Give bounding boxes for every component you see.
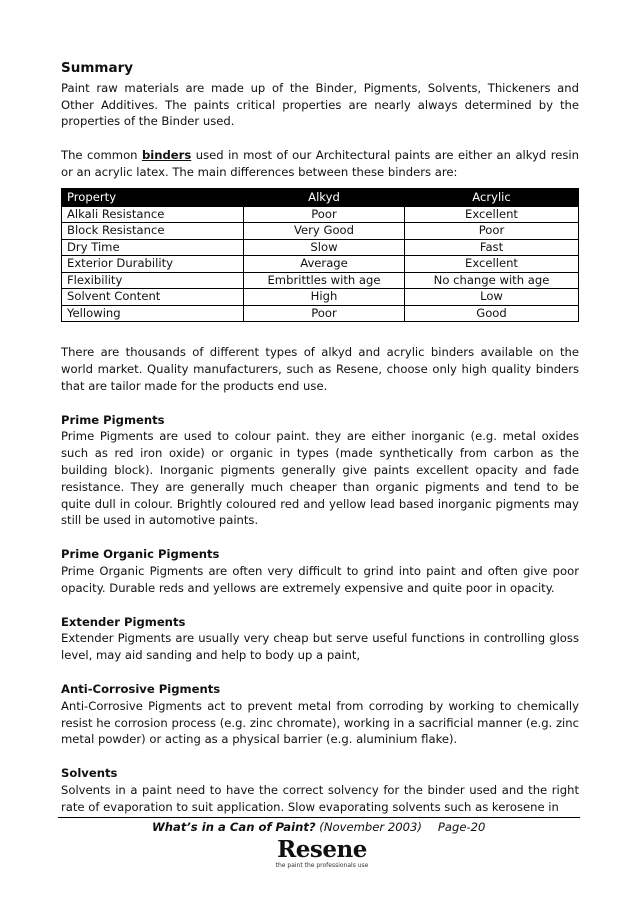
binders-term: binders [141,148,192,163]
cell-property: Alkali Resistance [62,206,244,223]
summary-heading: Summary [61,60,134,76]
section-heading: Prime Organic Pigments [61,547,220,562]
cell-property: Solvent Content [62,289,244,306]
summary-p2-pre: The common [61,148,142,163]
section-prime-pigments [61,412,579,530]
section-body: Anti-Corrosive Pigments act to prevent metal from corroding by working to chemically resist he corrosion process (e.g. zinc chromate), working in a sacrificial manner (e.g. zinc metal powder) or acting as a physical barrier (e.g. aluminium flake). [61,698,579,747]
section-heading: Prime Pigments [61,412,165,427]
summary-paragraph-1: Paint raw materials are made up of the Binder, Pigments, Solvents, Thickeners and Other Additives. The paints critical properties are nearly always determined by the properties of the Binder used. [61,80,579,129]
cell-property: Yellowing [62,305,244,322]
cell-acrylic: Poor [405,223,579,240]
cell-alkyd: Poor [244,206,405,223]
footer-page-number: Page-20 [437,820,486,834]
section-body: Prime Pigments are used to colour paint. they are either inorganic (e.g. metal oxides such as red iron oxide) or organic in types (made synthetically from carbon as the building block). Inorganic pigments generally give paints excellent opacity and fade resistance. They are generally much cheaper than organic pigments and tend to be quite dull in colour. Brightly coloured red and yellow lead based inorganic pigments may still be used in automotive paints. [61,429,579,528]
table-header-row [62,188,579,206]
header-alkyd: Alkyd [244,188,405,206]
section-heading: Extender Pigments [61,614,186,629]
cell-acrylic: No change with age [405,272,579,289]
section-anti-corrosive-pigments [61,681,579,748]
header-acrylic: Acrylic [405,188,579,206]
table-row [62,272,579,289]
cell-alkyd: High [244,289,405,306]
table-row [62,239,579,256]
footer-date: (November 2003) [315,820,422,834]
summary-paragraph-2 [61,147,579,181]
section-prime-organic-pigments [61,546,579,596]
table-row [62,305,579,322]
section-heading: Anti-Corrosive Pigments [61,682,221,697]
binder-comparison-table [61,188,579,323]
document-page [61,60,579,816]
section-body: Solvents in a paint need to have the correct solvency for the binder used and the right rate of evaporation to suit application. Slow evaporating solvents such as kerosene in [61,783,579,814]
section-body: Extender Pigments are usually very cheap but serve useful functions in controlling gloss level, may aid sanding and help to body up a paint, [61,631,579,663]
cell-alkyd: Very Good [244,223,405,240]
logo-tagline: the paint the professionals use [275,862,369,869]
section-heading: Solvents [61,766,118,781]
cell-property: Exterior Durability [62,256,244,273]
table-row [62,223,579,240]
header-property: Property [62,188,244,206]
cell-acrylic: Excellent [405,256,579,273]
cell-acrylic: Excellent [405,206,579,223]
cell-alkyd: Poor [244,305,405,322]
cell-acrylic: Fast [405,239,579,256]
cell-acrylic: Low [405,289,579,306]
table-row [62,206,579,223]
after-table-paragraph: There are thousands of different types of alkyd and acrylic binders available on the world market. Quality manufacturers, such as Resene, choose only high quality binders that are tailor made for the products end use. [61,345,579,393]
table-row [62,289,579,306]
section-solvents [61,765,579,815]
summary-p2-post: used in most of our Architectural paints are either an alkyd resin or an acrylic latex. The main differences between these binders are: [61,148,579,179]
section-body: Prime Organic Pigments are often very difficult to grind into paint and often give poor opacity. Durable reds and yellows are extremely expensive and quite poor in opacity. [61,564,579,595]
logo-wordmark: Resene [277,836,367,863]
section-extender-pigments [61,614,579,664]
cell-property: Block Resistance [62,223,244,240]
footer-rule [58,817,580,818]
cell-acrylic: Good [405,305,579,322]
cell-property: Dry Time [62,239,244,256]
page-footer [152,820,485,834]
footer-title: What’s in a Can of Paint? [152,820,316,834]
resene-logo [262,838,382,870]
table-row [62,256,579,273]
cell-alkyd: Embrittles with age [244,272,405,289]
cell-alkyd: Average [244,256,405,273]
cell-alkyd: Slow [244,239,405,256]
cell-property: Flexibility [62,272,244,289]
